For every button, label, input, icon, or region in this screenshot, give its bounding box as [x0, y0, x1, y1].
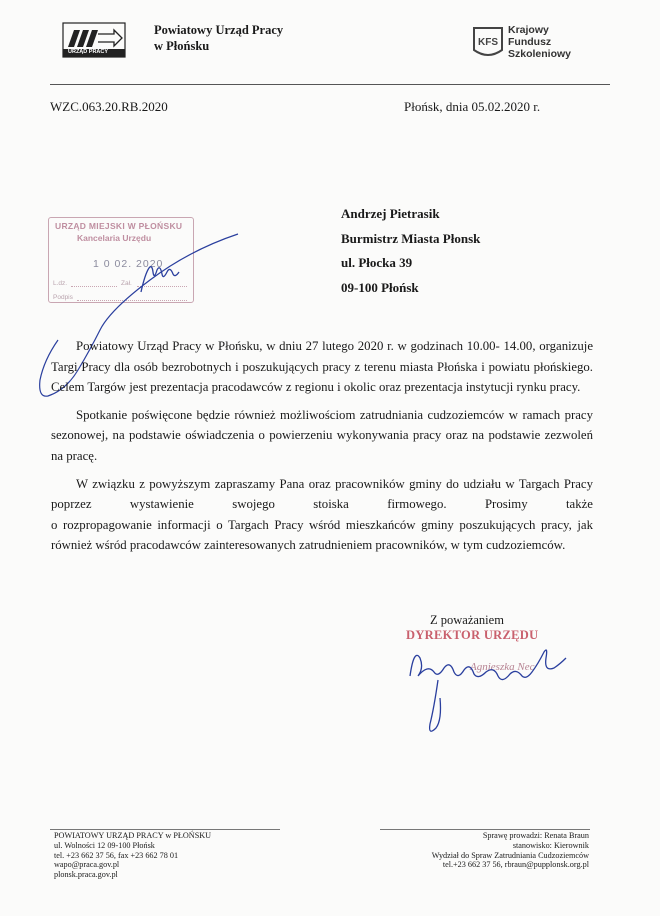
closing-phrase: Z poważaniem	[430, 613, 504, 627]
addressee-name: Andrzej Pietrasik	[341, 206, 440, 221]
stamp-podpis-label: Podpis	[53, 294, 73, 301]
stamp-department: Kancelaria Urzędu	[77, 233, 152, 243]
body-paragraph-3	[51, 474, 593, 515]
director-stamp-title: DYREKTOR URZĘDU	[406, 628, 539, 642]
kfs-name	[508, 24, 571, 60]
organization-name	[154, 22, 283, 54]
body-paragraph-2: Spotkanie poświęcone będzie również możliwościom zatrudniania cudzoziemców w ramach pracy sezonowej, na podstawie oświadczenia o powierzeniu wykonywania pracy oraz na podstawie zezwoleń na pracę.	[51, 407, 593, 463]
place-and-date: Płońsk, dnia 05.02.2020 r.	[404, 99, 541, 114]
stamp-office: URZĄD MIEJSKI W PŁOŃSKU	[55, 221, 183, 231]
footer-handler-contact: tel.+23 662 37 56, rbraun@pupplonsk.org.pl	[442, 860, 589, 870]
addressee-block	[341, 202, 480, 300]
footer-office-website: plonsk.praca.gov.pl	[54, 870, 118, 880]
footer-handler-position: stanowisko: Kierownik	[512, 840, 589, 850]
org-name-line2: w Płońsku	[154, 39, 210, 53]
footer-office-contact	[54, 831, 211, 880]
footer-office-email: wapo@praca.gov.pl	[54, 860, 120, 870]
org-name-line1: Powiatowy Urząd Pracy	[154, 23, 284, 37]
footer-case-handler	[360, 831, 589, 870]
addressee-city: 09-100 Płońsk	[341, 279, 419, 295]
header-divider	[50, 84, 610, 85]
addressee-title: Burmistrz Miasta Płonsk	[341, 230, 481, 246]
body-paragraph-1: Powiatowy Urząd Pracy w Płońsku, w dniu 27 lutego 2020 r. w godzinach 10.00- 14.00, organizuje Targi Pracy dla osób bezrobotnych i poszukujących pracy z terenu miasta Płońska i powiatu płońskiego. Celem Targów jest prezentacja pracodawców z regionu i okolic oraz prezentacja instytucji rynku pracy.	[51, 339, 593, 395]
kfs-line1: Krajowy	[508, 24, 549, 36]
letter-body	[51, 336, 593, 563]
handwritten-signature-icon	[398, 628, 578, 748]
footer-office-name: POWIATOWY URZĄD PRACY w PŁOŃSKU	[54, 831, 212, 840]
kfs-line2: Fundusz	[508, 36, 552, 48]
body-paragraph-3-line1: W związku z powyższym zapraszamy Pana oraz pracowników gminy do udziału w Targach Pracy poprzez wystawienie swojego stoiska firmowego. Prosimy także	[51, 476, 593, 512]
body-paragraph-3-continued: o rozpropagowanie informacji o Targach Pracy wśród mieszkańców gminy poszukujących pracy, jak również wśród pracodawców zainteresowanych zatrudnieniem pracowników, w tym cudzoziemców.	[51, 517, 593, 553]
stamp-zal-label: Zał.	[121, 280, 132, 287]
kfs-line3: Szkoleniowy	[508, 48, 572, 60]
reference-number: WZC.063.20.RB.2020	[50, 99, 168, 114]
footer-divider-right	[380, 829, 590, 830]
footer-handler-department: Wydział do Spraw Zatrudniania Cudzoziemców	[431, 850, 589, 860]
kfs-shield-icon	[470, 22, 506, 62]
footer-divider-left	[50, 829, 280, 830]
stamp-ldz-label: L.dz.	[53, 280, 68, 287]
logo-caption: URZĄD PRACY	[68, 49, 109, 55]
footer-office-address: ul. Wolności 12 09-100 Płońsk	[54, 840, 155, 850]
addressee-street: ul. Płocka 39	[341, 255, 413, 270]
urzad-pracy-logo	[62, 22, 126, 58]
footer-office-phone: tel. +23 662 37 56, fax +23 662 78 01	[54, 850, 179, 860]
stamp-date: 1 0 02. 2020	[93, 258, 164, 270]
footer-handler-name: Sprawę prowadzi: Renata Braun	[482, 831, 589, 840]
kfs-badge-text: KFS	[478, 37, 498, 48]
director-stamp-name: Agnieszka Nec	[470, 661, 535, 673]
